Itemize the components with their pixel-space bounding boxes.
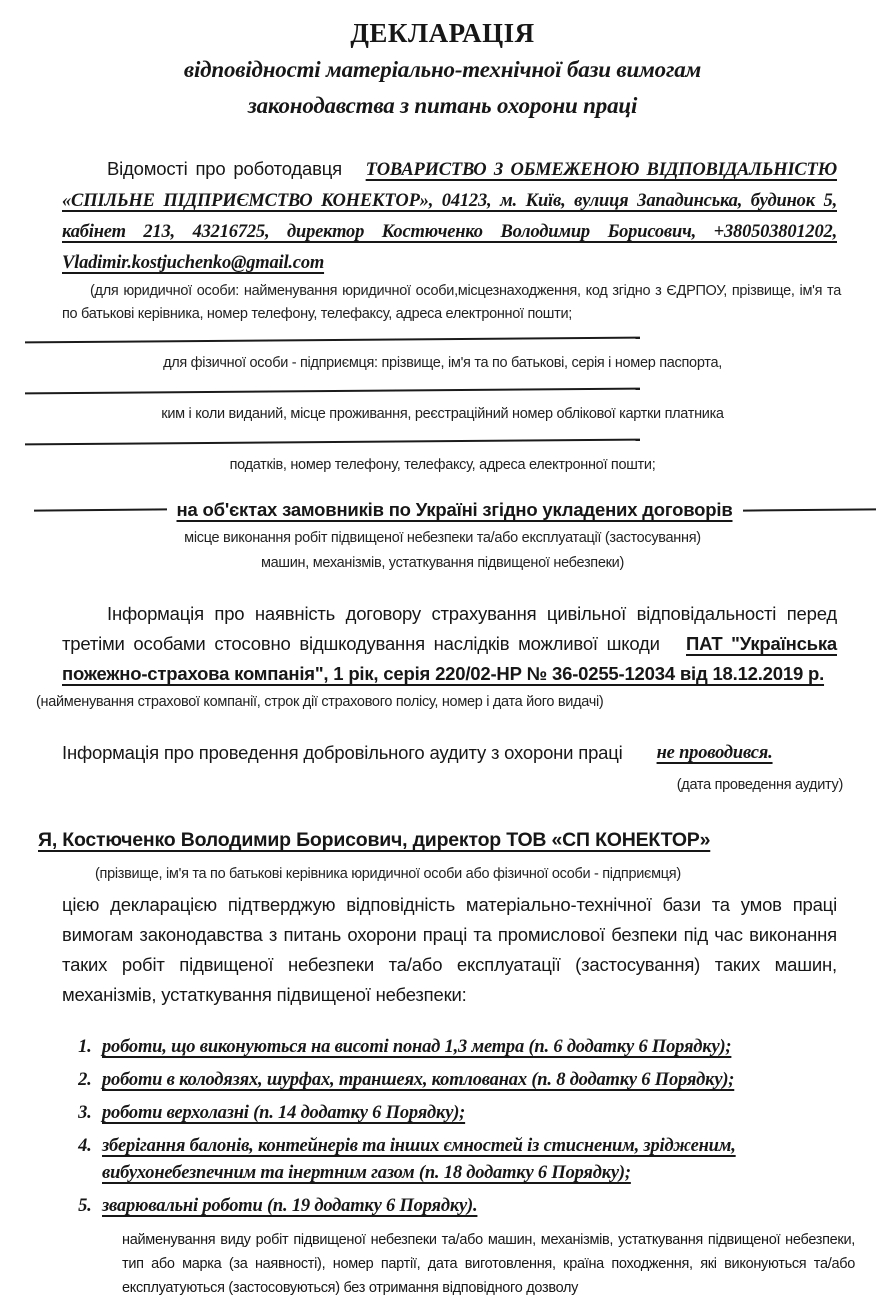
declarant-line: Я, Костюченко Володимир Борисович, директор ТОВ «СП КОНЕКТОР» bbox=[38, 829, 711, 851]
audit-value: не проводився. bbox=[656, 743, 773, 763]
employer-value: ТОВАРИСТВО З ОБМЕЖЕНОЮ ВІДПОВІДАЛЬНІСТЮ «СПІЛЬНЕ ПІДПРИЄМСТВО КОНЕКТОР», 04123, м. Київ, вулиця Западинська, будинок 5, кабінет 213, 43216725, директор Костюченко Володимир Борисович, +380503801202, Vladimir.kostjuchenko@gmail.com bbox=[62, 160, 837, 273]
list-item bbox=[96, 1133, 845, 1187]
title-line-2: відповідності матеріально-технічної бази вимогам bbox=[183, 57, 702, 82]
work-item-3: роботи верхолазні (п. 14 додатку 6 Порядку); bbox=[102, 1103, 466, 1123]
work-item-5: зварювальні роботи (п. 19 додатку 6 Порядку). bbox=[102, 1196, 478, 1216]
work-objects-hint-1: місце виконання робіт підвищеної небезпеки та/або експлуатації (застосування) bbox=[184, 530, 701, 546]
work-item-4: зберігання балонів, контейнерів та інших ємностей із стисненим, зрідженим, вибухонебезпечним та інертним газом (п. 18 додатку 6 Порядку); bbox=[102, 1136, 736, 1183]
declaration-body: цією декларацією підтверджую відповідність матеріально-технічної бази та умов праці вимогам законодавства з питань охорони праці та промислової безпеки під час виконання таких робіт підвищеної небезпеки та/або експлуатації (застосування) таких машин, механізмів, устаткування підвищеної небезпеки: bbox=[62, 894, 837, 1005]
list-item bbox=[96, 1193, 845, 1220]
audit-label: Інформація про проведення добровільного аудиту з охорони праці bbox=[62, 742, 623, 763]
employer-paragraph bbox=[62, 154, 837, 278]
list-item bbox=[96, 1034, 845, 1061]
insurance-paragraph bbox=[62, 599, 837, 689]
hint-individual-1: для фізичної особи - підприємця: прізвище, ім'я та по батькові, серія і номер паспорта, bbox=[163, 355, 722, 371]
insurance-label: Інформація про наявність договору страхування цивільної відповідальності перед третіми особами стосовно відшкодування наслідків можливої шкоди bbox=[62, 603, 837, 654]
insurance-hint: (найменування страхової компанії, строк дії страхового полісу, номер і дата його видачі) bbox=[36, 694, 604, 710]
employer-label: Відомості про роботодавця bbox=[107, 158, 342, 179]
audit-row bbox=[62, 738, 837, 768]
hazardous-works-list bbox=[66, 1034, 845, 1220]
field-line-left bbox=[34, 508, 167, 511]
work-objects-value: на об'єктах замовників по Україні згідно укладених договорів bbox=[176, 499, 733, 520]
hint-individual-3: податків, номер телефону, телефаксу, адреса електронної пошти; bbox=[229, 457, 656, 473]
audit-hint: (дата проведення аудиту) bbox=[676, 777, 843, 793]
blank-field-line bbox=[25, 337, 640, 344]
blank-field-line bbox=[25, 388, 640, 395]
blank-field-line bbox=[25, 439, 640, 446]
field-line-right bbox=[742, 508, 875, 511]
insurance-value: ПАТ "Українська пожежно-страхова компанія", 1 рік, серія 220/02-НР № 36-0255-12034 від 18.12.2019 р. bbox=[62, 633, 837, 684]
hint-legal-entity: (для юридичної особи: найменування юридичної особи,місцезнаходження, код згідно з ЄДРПОУ, прізвище, ім'я та по батькові керівника, номер телефону, телефаксу, адреса електронної пошти; bbox=[62, 283, 841, 322]
work-objects-hint-2: машин, механізмів, устаткування підвищеної небезпеки) bbox=[260, 555, 624, 571]
list-item bbox=[96, 1100, 845, 1127]
list-item bbox=[96, 1067, 845, 1094]
works-list-hint: найменування виду робіт підвищеної небезпеки та/або машин, механізмів, устаткування підвищеної небезпеки, тип або марка (за наявності), номер партії, дата виготовлення, країна походження, які виконуються та/або експлуатуються (застосовуються) без отримання відповідного дозволу bbox=[122, 1232, 855, 1296]
hint-individual-2: ким і коли виданий, місце проживання, реєстраційний номер облікової картки платника bbox=[161, 406, 724, 422]
declarant-hint: (прізвище, ім'я та по батькові керівника юридичної особи або фізичної особи - підприємця) bbox=[95, 866, 681, 882]
document-title bbox=[0, 0, 885, 124]
work-item-2: роботи в колодязях, шурфах, траншеях, котлованах (п. 8 додатку 6 Порядку); bbox=[102, 1070, 735, 1090]
title-line-3: законодавства з питань охорони праці bbox=[247, 93, 638, 118]
work-item-1: роботи, що виконуються на висоті понад 1,3 метра (п. 6 додатку 6 Порядку); bbox=[102, 1037, 732, 1057]
work-objects-row bbox=[34, 499, 875, 521]
title-line-1: ДЕКЛАРАЦІЯ bbox=[350, 18, 535, 48]
